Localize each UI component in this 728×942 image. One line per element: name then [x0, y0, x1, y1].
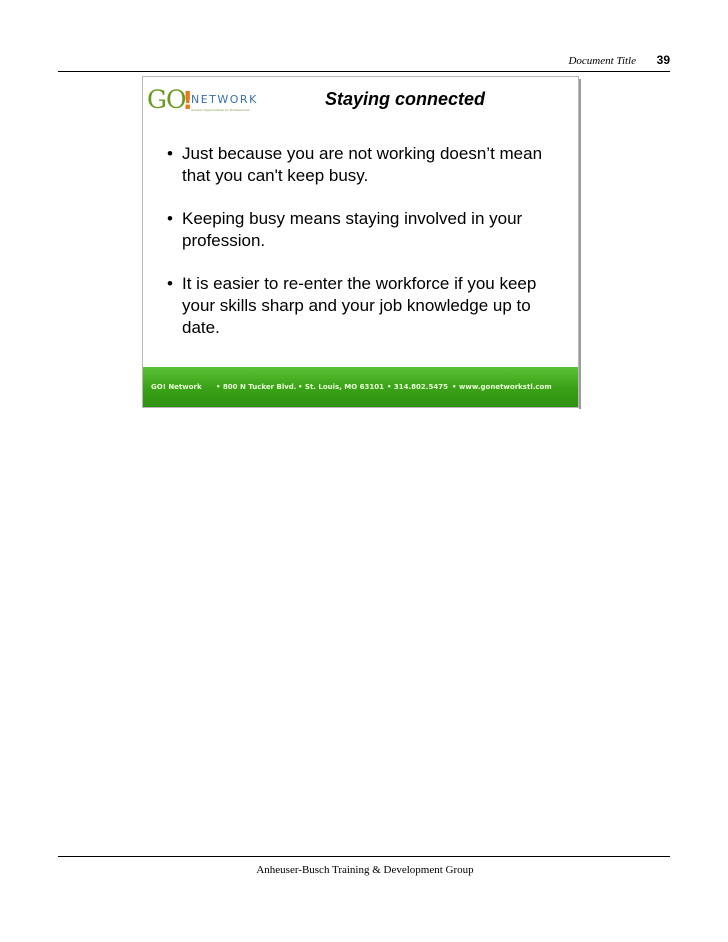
- bullet-text: Keeping busy means staying involved in your profession.: [182, 209, 523, 250]
- document-title: Document Title: [568, 55, 636, 67]
- slide-title: Staying connected: [324, 89, 486, 109]
- header-rule: [58, 71, 670, 72]
- bullet-dot: •: [167, 144, 173, 163]
- bullet-dot: •: [167, 209, 173, 228]
- footer-rule: [58, 856, 670, 857]
- bullet-item: [167, 208, 567, 252]
- logo-tagline: Greater Opportunities for Professionals: [191, 108, 250, 112]
- footer-phone: • 314.802.5475: [387, 383, 448, 391]
- logo-exclamation: !: [182, 86, 194, 115]
- bullet-text: Just because you are not working doesn’t mean that you can't keep busy.: [182, 144, 543, 185]
- logo-network-text: NETWORK: [191, 93, 258, 106]
- logo-go-text: GO: [147, 85, 186, 114]
- slide-shadow: [579, 79, 581, 409]
- go-network-logo: [147, 85, 258, 115]
- page-number: 39: [656, 53, 670, 67]
- page-footer-text: Anheuser-Busch Training & Development Group: [256, 864, 474, 876]
- footer-city: • St. Louis, MO 63101: [298, 383, 385, 391]
- footer-website: • www.gonetworkstl.com: [452, 383, 552, 391]
- footer-org: GO! Network: [151, 383, 202, 391]
- bullet-list: [167, 143, 567, 360]
- bullet-item: [167, 273, 567, 339]
- footer-address: • 800 N Tucker Blvd.: [216, 383, 297, 391]
- slide: [142, 76, 579, 408]
- bullet-text: It is easier to re-enter the workforce if you keep your skills sharp and your job knowledge up to date.: [182, 274, 537, 337]
- slide-footer-bar: [143, 367, 578, 408]
- bullet-item: [167, 143, 567, 187]
- bullet-dot: •: [167, 274, 173, 293]
